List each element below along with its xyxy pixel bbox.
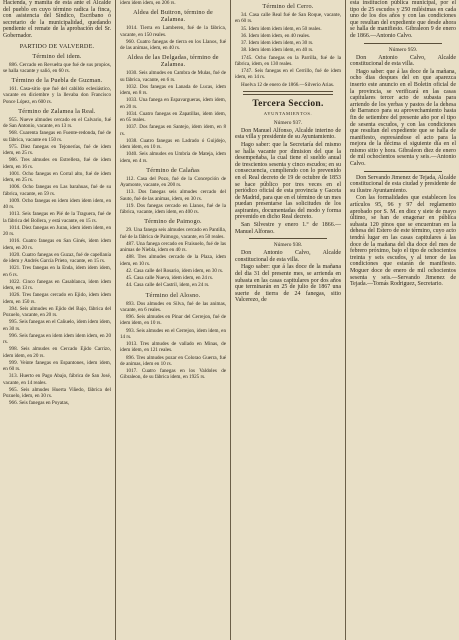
listing-item: 161. Casa-sitio que fué del cabildo eclesiástico, vacante en diciembre y la llevaba don Francisco Ponce López, en 600 rs. (3, 86, 111, 105)
listing-item: 1038. Cuatro fanegas en Ladrado ó Guijdejo, idem idem, en 10 rs. (120, 137, 226, 150)
listing-item: 1017. Cuatro fanegas en los Valdoles de Gibraleon, de su fábrica idem, en 1925 rs. (120, 368, 226, 381)
listing-item: 1040. Seis almudes en Umbría de Mateja, idem idem, en 4 rs. (120, 151, 226, 164)
section-heading: PARTIDO DE VALVERDE. (19, 42, 95, 50)
section-heading: Término de Paimogo. (144, 218, 202, 226)
listing-item: 896. Tres almudes pozar en Colorao Guerra, fué de animas, idem en 10 rs. (120, 354, 226, 367)
section-heading: Término de Zalamea la Real. (18, 107, 96, 115)
notice-number: Número 938. (273, 242, 303, 249)
section-subtitle: AYUNTAMIENTOS. (263, 110, 313, 116)
column-1 (0, 0, 114, 640)
listing-item: 29. Una fanega seis almudes cercado en Pantilla, fué de la fábrica de Paimogo, vacante, en 50 reales. (120, 227, 226, 240)
text-paragraph: Hacienda, y mamita de esta ante el Alcalde del pueblo en cuyo término radica la finca, con asistencia del Síndico, Escribano ó secretario de la municipalidad, quedando pendiente el remate de la aprobación del Sr. Gobernador. (3, 0, 111, 39)
listing-item: 1014. Diez fanegas en Juran, idem idem idem, en 20 rs. (3, 224, 111, 238)
signature-line: San Silvestre y enero 1.º de 1866.—Manuel Alfonso. (235, 222, 341, 235)
listing-item: 955. Nueve almudes cercado en el Calvario, fué de San Antonio, vacante, en 13 rs. (3, 116, 111, 130)
listing-item: 893. Dos almudes en Silva, fué de las animas, vacante, en 6 reales. (120, 300, 226, 313)
section-heading: Término de la Puebla de Guzman. (11, 77, 103, 85)
listing-item: 996. Seis fanegas en idem idem idem idem, en 20 rs. (3, 332, 111, 346)
notice-body: Hago saber: que á las doce de la mañana, ocho dias despues del en que aparezca inserto este anuncio en el Boletin oficial de la provincia, se verificará en las casas capitulares tercer acto de subasta para arriendo de los yerbas y pastos de la dehesa de Barranco para su aprovechamiento hasta fin de setiembre del presente año por el tipo de sesenta escudos, y con las condiciones que resultan del expediente que se halla de manifiesto, espresándose el acto para la mejora de la décima el siguiente dia en el mismo sitio y hora. Gibraleon diez de enero de mil ochocientos sesenta y seis.—Antonio Calvo. (350, 68, 456, 168)
listing-item: 1747. Seis fanegas en el Cerrillo, fué de idem idem, en 14 rs. (235, 68, 341, 81)
signature-line: Huelva 12 de enero de 1866.—Silverio Arias. (241, 81, 335, 88)
listing-item: 1020. Cuatro fanegas en Guzaz, fué de capellanía de idem y Andrés García Prieto, vacante, en 15 rs. (3, 251, 111, 265)
listing-item: 975. Diez fanegas en Tejonerías, fué de idem idem, en 25 rs. (3, 143, 111, 157)
section-heading: Aldea del Buitron, término de Zalamea. (133, 9, 213, 24)
notice-heading: Don Antonio Calvo, Alcalde constitucional de esta villa. (235, 250, 341, 263)
listing-item: 965. Seis almudes Huerta Viñedo, fábrica del Pozuelo, idem, en 30 rs. (3, 386, 111, 400)
listing-item: 1006. Ocho fanegas en Las barahuas, fué de su fábrica, vacante, en 59 rs. (3, 184, 111, 197)
listing-item: 995. Seis fanegas en el Cañuelo, idem idem idem, en 30 rs. (3, 319, 111, 332)
listing-item: 966. Seis fanegas en Poyatas, (9, 400, 69, 407)
listing-item: 487. Una fanega cercado en Fraisuelo, fué de las animas de Niebla, idem en 40 rs. (120, 240, 226, 253)
listing-item: 1014. Tierra en Lamberen, fué de la fábrica, vacante, en 150 reales. (120, 25, 226, 38)
section-divider (243, 91, 333, 95)
listing-item: 1745. Ocho fanegas en la Parrilla, fué de la fábrica, idem, en 130 reales. (235, 54, 341, 67)
listing-item: 1016. Cuatro fanegas en San Ginés, idem idem idem, en 20 rs. (3, 238, 111, 251)
section-title: Tercera Seccion. (252, 98, 324, 109)
notice-number: Número 959. (388, 46, 418, 53)
listing-item: 1030. Seis almudes en Cambra de Mulas, fué de su fábrica, vacante, en 6 rs. (120, 70, 226, 83)
listing-item: 488. Tres almudes cercado de la Plaza, idem idem, en 10 rs. (120, 254, 226, 267)
listing-item: 36. Idem idem idem, en 40 reales. (241, 32, 311, 39)
notice-divider (364, 171, 442, 172)
column-rule (230, 0, 231, 640)
listing-item: 1009. Ocho fanegas en idem idem idem idem, en 40 rs. (3, 197, 111, 211)
notice-divider (249, 238, 327, 239)
listing-item: 960. Cuatro fanegas de tierra en los Llanos, fué de las animas, idem, en 40 rs. (120, 38, 226, 51)
listing-item: 886. Cercado en Revuelta que fué de sus propios, se halla vacante y salió, en 60 rs. (3, 61, 111, 74)
notice-body: Con las formalidades que establecen los artículos 95, 96 y 97 del reglamento aprobado por S. M. en diez y siete de mayo último, se han de enagenar en pública subasta 120 pinos que se encuentran en la dehesa del Estero de este término, cuyo acto tendrá lugar en las casas capitulares á las doce de la mañana del dia doce del mes de febrero próximo, bajo el tipo de ochocientos treinta y seis escudos, y al tenor de las condiciones que estarán de manifiesto. Moguer doce de enero de mil ochocientos sesenta y seis.—Servando Jimenez de Tejada.—Tomás Rodriguez, Secretario. (350, 195, 456, 288)
listing-item: 42. Casa calle del Rosario, idem idem, en 30 rs. (126, 267, 224, 274)
column-rule (115, 0, 116, 640)
notice-body: esta institucion pública municipal, por el tipo de 25 escudos y 250 milésimas en cada uno de los dos años y con las condiciones que resultan del expediente que desde ahora se halla de manifiesto. Gibraleon 9 de enero de 1866.—Antonio Calvo. (350, 0, 456, 39)
listing-item: 45. Casa calle Nueva, idem idem, en 24 rs. (126, 275, 214, 281)
listing-item: 993. Seis almudes en el Cerrejon, idem idem, en 14 rs. (120, 327, 226, 340)
listing-item: 34. Casa calle Real fué de San Roque, vacante, en 60 rs. (235, 12, 341, 25)
listing-item: 998. Seis almudes en Cercado Ejido Carrizo, idem idem, en 20 rs. (3, 346, 111, 359)
listing-item: 35. Idem idem idem idem, en 50 reales. (241, 25, 322, 32)
listing-item: 1032. Dos fanegas en Lanada de Lucas, idem idem, en 8 rs. (120, 83, 226, 96)
listing-item: 986. Tres almudes en Estrellera, fué de idem idem, en 16 rs. (3, 157, 111, 170)
column-4 (347, 0, 459, 640)
listing-item: 1033. Una fanega en Espavargueras, idem idem, en 20 rs. (120, 97, 226, 110)
section-heading: Término del idem. (32, 52, 82, 60)
column-rule (345, 0, 346, 640)
listing-item: 1013. Tres almudes de vallado en Minas, de idem idem, en 121 reales. (120, 341, 226, 354)
listing-item: 1026. Tres fanegas cercado en Ejido, idem idem idem, en 150 rs. (3, 292, 111, 305)
listing-item: 394. Seis almudes en Ejido del Bajo, fábrica del Pozuelo, vacante, en 20 rs. (3, 305, 111, 319)
listing-item: 1001. Ocho fanegas en Corral alto, fué de idem idem, en 25 rs. (3, 170, 111, 184)
listing-item: 119. Dos fanegas cercado en Llanos, fué de la fábrica, vacante, idem idem, en 400 rs. (120, 202, 226, 215)
listing-item: 1034. Cuatro fanegas en Zapatillas, idem idem, en 65 reales. (120, 110, 226, 123)
section-heading: Término del Alosno. (145, 291, 201, 299)
listing-item: idem idem idem, en 206 rs. (120, 0, 176, 6)
notice-number: Número 937. (273, 119, 303, 126)
listing-item: 38. Idem idem idem idem, en 40 rs. (241, 47, 314, 54)
notice-heading: Don Antonio Calvo, Alcalde constitucional de esta villa. (350, 54, 456, 68)
notice-divider (364, 43, 442, 44)
section-heading: Aldea de las Delgadas, término de Zalamea. (127, 54, 219, 69)
listing-item: 1022. Cinco fanegas en Casablanca, idem idem idem, en 13 rs. (3, 278, 111, 292)
column-2 (117, 0, 229, 640)
section-heading: Término de Calañas (146, 166, 200, 174)
listing-item: 999. Veinte fanegas en Espantones, idem idem, en 60 rs. (3, 359, 111, 373)
notice-heading: Don Manuel Alfonso, Alcalde interino de esta villa y presidente de su Ayuntamiento. (235, 127, 341, 141)
listing-item: 1021. Tres fanegas en la Enda, idem idem idem, en 6 rs. (3, 265, 111, 278)
section-heading: Término del Cerro. (262, 3, 314, 10)
notice-body: Hago saber: que la Secretaría del mismo se halla vacante por dimision del que la desempeñaba, la cual tiene el sueldo anual de trescientos sesenta y cinco escudos; en su consecuencia, cumpliendo con lo prevenido en el Real decreto de 19 de octubre de 1853 se hace público por tres veces en el periódico oficial de esta provincia y Gaceta de Madrid, para que en el término de un mes puedan presentarse las solicitudes de los aspirantes, documentadas del modo y forma prevenido en dicho Real decreto. (235, 141, 341, 221)
listing-item: 968. Cuarenta fanegas en Fuente-redonda, fué de su fábrica, vacante en 150 rs. (3, 130, 111, 143)
notice-body: Hago saber: que á las doce de la mañana del dia 31 del presente mes, se arrienda en subasta en las casas capitulares por dos años que terminarán en 25 de julio de 1867 una suerte de tierra de 24 fanegas, sitio Valcerezo, de (235, 264, 341, 304)
listing-item: 112. Casa del Pozo, fué de la Concepción de Ayamonte, vacante, en 200 rs. (120, 175, 226, 188)
listing-item: 113. Dos fanegas seis almudes cercado del Sauto, fué de las animas, idem, en 30 rs. (120, 189, 226, 202)
listing-item: 896. Seis almudes en Pinar del Cerrejon, fué de idem idem, en 10 rs. (120, 314, 226, 327)
listing-item: 44. Casa calle del Castril, idem, en 24 rs. (126, 282, 210, 289)
listing-item: 313. Huerto en Pago Abajo, fábrica de San José, vacante, en 14 reales. (3, 373, 111, 386)
column-3 (232, 0, 344, 640)
listing-item: 1037. Dos fanegas en Santejo, idem idem, en 8 rs. (120, 124, 226, 137)
notice-heading: Don Servando Jimenez de Tejada, Alcalde constitucional de esta ciudad y presidente de su ilustre Ayuntamiento. (350, 174, 456, 194)
listing-item: 37. Idem idem idem idem, en 30 rs. (241, 40, 314, 46)
listing-item: 1013. Seis fanegas en Pié de la Traguera, fué de la fábrica del Bollera, y está vacante, en 15 rs. (3, 211, 111, 224)
